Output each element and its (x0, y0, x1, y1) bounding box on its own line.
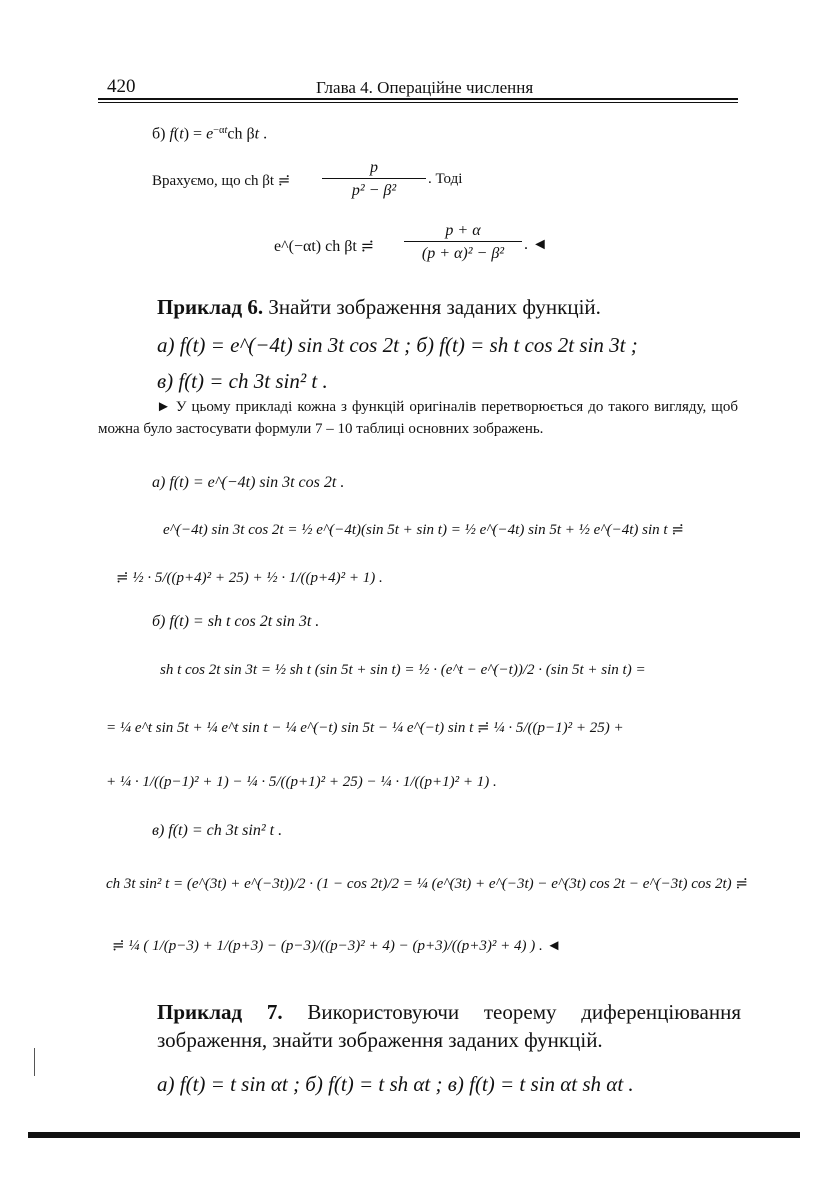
example-6-b-eq2: = ¼ e^t sin 5t + ¼ e^t sin t − ¼ e^(−t) sin 5t − ¼ e^(−t) sin t ≓ ¼ · 5/((p−1)² + 25) + (106, 720, 624, 736)
bottom-rule (28, 1132, 800, 1138)
running-header: Глава 4. Операційне числення (316, 78, 534, 97)
part-b-label: б) $f(t) = e^{-\alpha t}ch$ βt . (152, 125, 268, 143)
page-number: 420 (107, 76, 136, 97)
example-7-heading: Приклад 7. Використовуючи теорему диференціювання зображення, знайти зображення заданих функцій. (157, 1000, 741, 1052)
example-6-heading: Приклад 6. Знайти зображення заданих функцій. (157, 295, 601, 319)
fraction-1-denominator: p² − β² (351, 182, 397, 199)
example-6-a-label: а) f(t) = e^(−4t) sin 3t cos 2t . (152, 474, 345, 491)
example-6-a-eq2: ≓ ½ · 5/((p+4)² + 25) + ½ · 1/((p+4)² + 1) . (116, 570, 383, 586)
example-6-b-label: б) f(t) = sh t cos 2t sin 3t . (152, 613, 320, 630)
header-rule-thin (98, 102, 738, 103)
example-6-items-line2: в) f(t) = ch 3t sin² t . (157, 369, 328, 393)
example-6-b-eq3: + ¼ · 1/((p−1)² + 1) − ¼ · 5/((p+1)² + 25) − ¼ · 1/((p+1)² + 1) . (106, 774, 497, 790)
header-rule (98, 98, 738, 100)
example-7-items: а) f(t) = t sin αt ; б) f(t) = t sh αt ; в) f(t) = t sin αt sh αt . (157, 1072, 634, 1096)
example-6-c-eq1: ch 3t sin² t = (e^(3t) + e^(−3t))/2 · (1 − cos 2t)/2 = ¼ (e^(3t) + e^(−3t) − e^(3t) cos 2t − e^(−3t) cos 2t) ≓ (106, 876, 748, 892)
part-b-line1-suffix: . Тоді (428, 171, 463, 187)
example-6-b-eq1: sh t cos 2t sin 3t = ½ sh t (sin 5t + sin t) = ½ · (e^t − e^(−t))/2 · (sin 5t + sin t) = (160, 662, 646, 678)
fraction-2-numerator: p + α (445, 222, 481, 239)
margin-mark (34, 1048, 35, 1076)
fraction-2-denominator: (p + α)² − β² (421, 245, 505, 262)
example-6-c-eq2: ≓ ¼ ( 1/(p−3) + 1/(p+3) − (p−3)/((p−3)² + 4) − (p+3)/((p+3)² + 4) ) . ◄ (112, 938, 562, 954)
example-6-intro: ► У цьому прикладі кожна з функцій оригіналів перетворюється до такого вигляду, щоб можна було застосувати формули 7 – 10 таблиці основних зображень. (98, 399, 738, 437)
part-b-line2-prefix: e^(−αt) ch βt ≓ (274, 238, 375, 255)
fraction-1-numerator: p (370, 159, 378, 176)
example-6-c-label: в) f(t) = ch 3t sin² t . (152, 822, 283, 839)
fraction-2 (404, 221, 522, 263)
part-b-line1-prefix: Врахуємо, що ch βt ≓ (152, 173, 291, 189)
fraction-1 (322, 158, 426, 200)
example-6-a-eq1: e^(−4t) sin 3t cos 2t = ½ e^(−4t)(sin 5t + sin t) = ½ e^(−4t) sin 5t + ½ e^(−4t) sin t ≓ (163, 522, 684, 538)
end-marker: . ◄ (524, 236, 548, 253)
example-6-items-line1: а) f(t) = e^(−4t) sin 3t cos 2t ; б) f(t) = sh t cos 2t sin 3t ; (157, 333, 638, 357)
